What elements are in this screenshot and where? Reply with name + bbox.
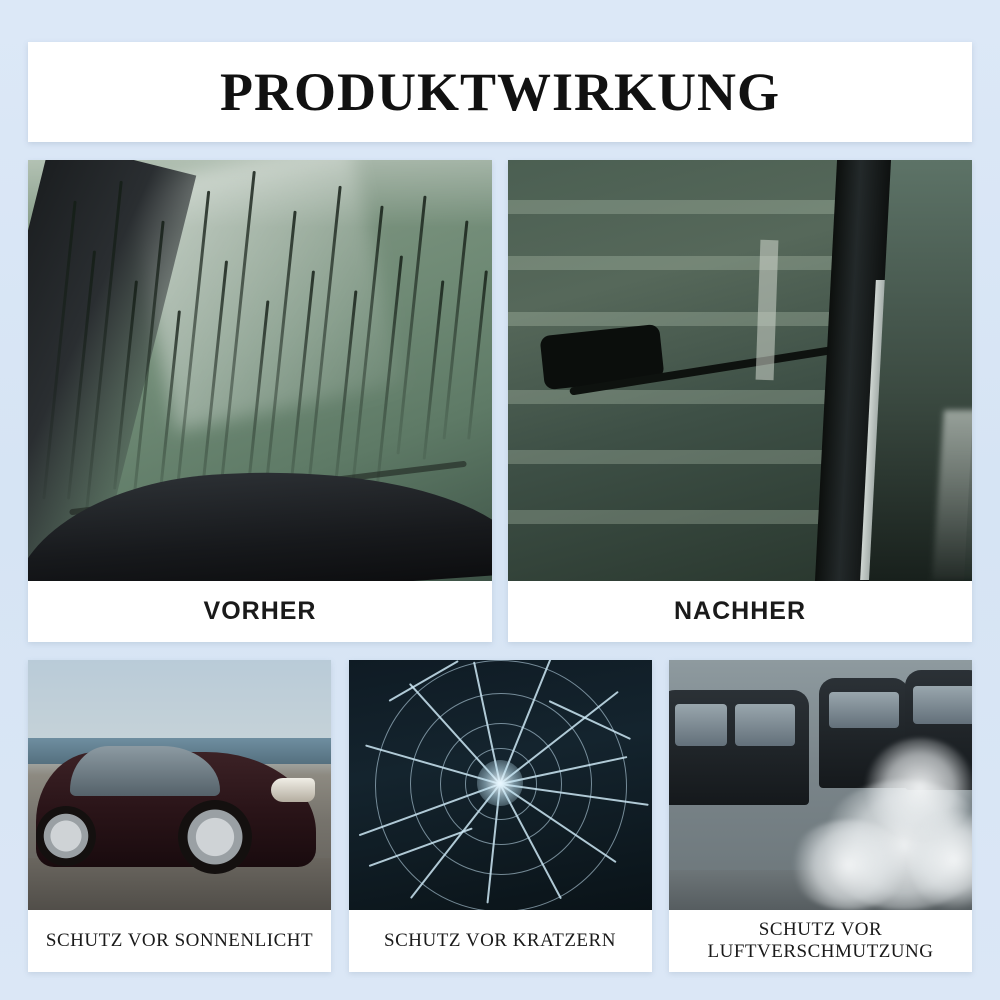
clean-window-photo bbox=[508, 160, 972, 581]
reflection-band bbox=[508, 450, 848, 464]
comparison-caption-after: NACHHER bbox=[674, 597, 806, 625]
car-left-window bbox=[675, 704, 727, 746]
headlight bbox=[271, 778, 315, 802]
car-right-window bbox=[913, 686, 972, 724]
impact-point bbox=[477, 760, 523, 806]
feature-caption-scratches: SCHUTZ VOR KRATZERN bbox=[384, 930, 616, 952]
reflection-band bbox=[508, 256, 848, 270]
exhaust-smoke-photo bbox=[669, 660, 972, 910]
feature-caption-sunlight: SCHUTZ VOR SONNENLICHT bbox=[45, 930, 314, 952]
cracked-glass-photo bbox=[349, 660, 652, 910]
feature-row bbox=[28, 660, 972, 972]
comparison-card-before bbox=[28, 160, 492, 642]
reflection-band bbox=[508, 510, 848, 524]
reflection-band bbox=[508, 390, 848, 404]
reflection-band bbox=[508, 200, 848, 214]
front-wheel bbox=[178, 800, 252, 874]
feature-card-sunlight bbox=[28, 660, 331, 972]
reflection-band bbox=[508, 312, 848, 326]
comparison-card-after bbox=[508, 160, 972, 642]
car-left-window bbox=[735, 704, 795, 746]
rear-wheel bbox=[36, 806, 96, 866]
feature-card-pollution bbox=[669, 660, 972, 972]
exhaust-smoke-cloud bbox=[789, 820, 909, 910]
comparison-row bbox=[28, 160, 972, 642]
feature-caption-pollution: SCHUTZ VOR LUFTVERSCHMUTZUNG bbox=[707, 919, 934, 962]
page-title: PRODUKTWIRKUNG bbox=[219, 62, 780, 122]
car-in-sunlight-photo bbox=[28, 660, 331, 910]
feature-card-scratches bbox=[349, 660, 652, 972]
dirty-windshield-photo bbox=[28, 160, 492, 581]
title-card bbox=[28, 42, 972, 142]
comparison-caption-before: VORHER bbox=[203, 597, 317, 625]
car-middle-window bbox=[829, 692, 899, 728]
